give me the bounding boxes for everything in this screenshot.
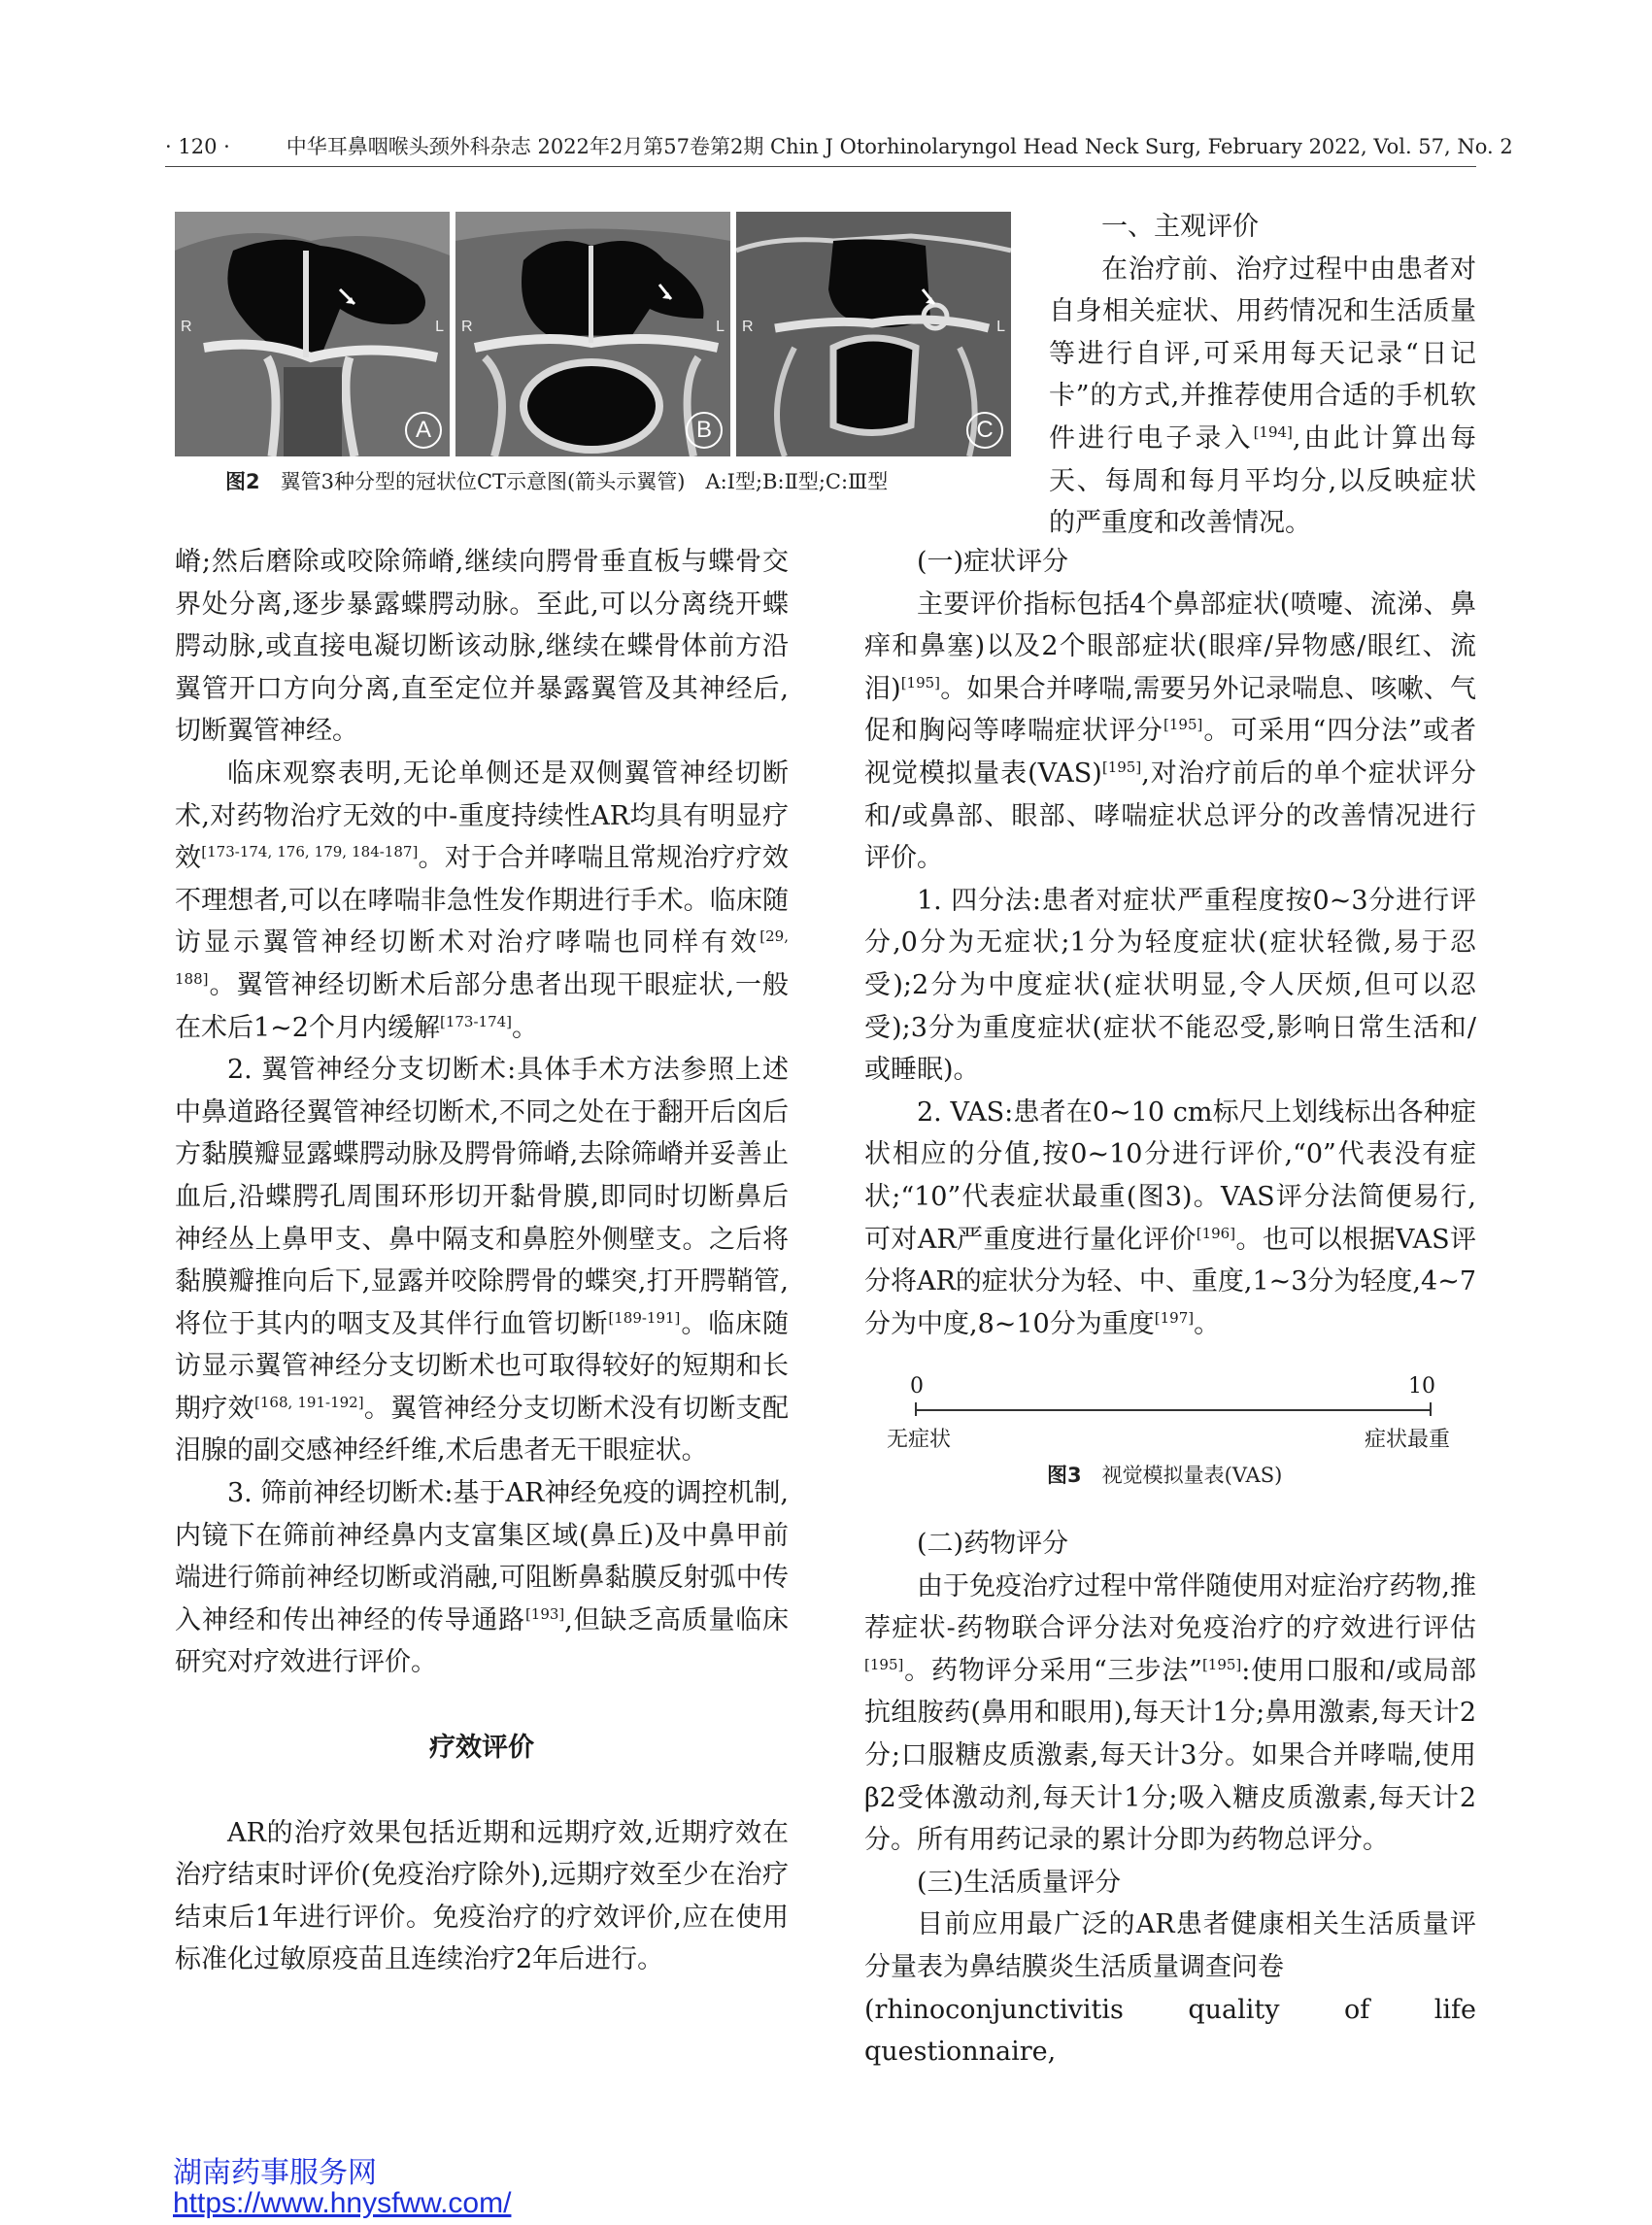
right-column-mid (864, 541, 1476, 1345)
figure3-caption-text: 视觉模拟量表(VAS) (1101, 1464, 1283, 1487)
vas-scale-line (916, 1409, 1431, 1411)
paragraph: 嵴;然后磨除或咬除筛嵴,继续向腭骨垂直板与蝶骨交界处分离,逐步暴露蝶腭动脉。至此,可以分离绕开蝶腭动脉,或直接电凝切断该动脉,继续在蝶骨体前方沿翼管开口方向分离,直至定位并暴露翼管及其神经后,切断翼管神经。 (175, 547, 789, 747)
vas-tick-start (915, 1402, 917, 1416)
panel-letter: C (966, 412, 1003, 449)
panel-letter: A (405, 412, 442, 449)
page-number: · 120 · (165, 135, 230, 158)
symptom-title: (一)症状评分 (917, 547, 1069, 577)
paragraph: 3. 筛前神经切断术:基于AR神经免疫的调控机制,内镜下在筛前神经鼻内支富集区域(鼻丘)及中鼻甲前端进行筛前神经切断或消融,可阻断鼻黏膜反射弧中传入神经和传出神经的传导通路[193],但缺乏高质量临床研究对疗效进行评价。 (175, 1478, 789, 1678)
paragraph: 2. VAS:患者在0~10 cm标尺上划线标出各种症状相应的分值,按0~10分进行评价,“0”代表没有症状;“10”代表症状最重(图3)。VAS评分法简便易行,可对AR严重度进行量化评价[196]。也可以根据VAS评分将AR的症状分为轻、中、重度,1~3分为轻度,4~7分为中度,8~10分为重度[197]。 (864, 1096, 1477, 1339)
drug-title: (二)药物评分 (917, 1529, 1069, 1559)
mark-l: L (716, 319, 725, 335)
figure2-caption (225, 466, 888, 495)
figure3-label: 图3 (1047, 1464, 1082, 1487)
right-column-bottom (864, 1523, 1476, 2073)
mark-r: R (742, 319, 754, 335)
vas-left-text: 无症状 (887, 1428, 952, 1452)
ct-panel-c (736, 212, 1011, 456)
paragraph: 临床观察表明,无论单侧还是双侧翼管神经切断术,对药物治疗无效的中-重度持续性AR均具有明显疗效[173-174, 176, 179, 184-187]。对于合并哮喘且常规治疗疗效不理想者,可以在哮喘非急性发作期进行手术。临床随访显示翼管神经切断术对治疗哮喘也同样有效[29, 188]。翼管神经切断术后部分患者出现干眼症状,一般在术后1~2个月内缓解[173-174]。 (175, 758, 790, 1043)
running-header (165, 131, 1513, 167)
paragraph: 在治疗前、治疗过程中由患者对自身相关症状、用药情况和生活质量等进行自评,可采用每天记录“日记卡”的方式,并推荐使用合适的手机软件进行电子录入[194],由此计算出每天、每周和每月平均分,以反映症状的严重度和改善情况。 (1049, 253, 1476, 539)
paragraph: AR的治疗效果包括近期和远期疗效,近期疗效在治疗结束时评价(免疫治疗除外),远期疗效至少在治疗结束后1年进行评价。免疫治疗的疗效评价,应在使用标准化过敏原疫苗且连续治疗2年后进行。 (175, 1817, 789, 1975)
mark-l: L (996, 319, 1005, 335)
watermark-url[interactable]: https://www.hnysfww.com/ (173, 2187, 512, 2219)
panel-letter: B (686, 412, 723, 449)
section-title: 疗效评价 (429, 1733, 534, 1764)
paragraph-continued: (rhinoconjunctivitis quality of life questionnaire, (864, 1994, 1476, 2068)
figure2-caption-text: 翼管3种分型的冠状位CT示意图(箭头示翼管) A:Ⅰ型;B:Ⅱ型;C:Ⅲ型 (280, 470, 889, 493)
paragraph: 目前应用最广泛的AR患者健康相关生活质量评分量表为鼻结膜炎生活质量调查问卷 (864, 1909, 1476, 1982)
mark-l: L (435, 319, 444, 335)
ct-panel-a (175, 212, 450, 456)
journal-info: 中华耳鼻咽喉头颈外科杂志 2022年2月第57卷第2期 Chin J Otorhinolaryngol Head Neck Surg, February 2022, Vol. 57, No. 2 (286, 135, 1513, 158)
vas-right-text: 症状最重 (1365, 1428, 1451, 1452)
paragraph: 主要评价指标包括4个鼻部症状(喷嚏、流涕、鼻痒和鼻塞)以及2个眼部症状(眼痒/异物感/眼红、流泪)[195]。如果合并哮喘,需要另外记录喘息、咳嗽、气促和胸闷等哮喘症状评分[195]。可采用“四分法”或者视觉模拟量表(VAS)[195],对治疗前后的单个症状评分和/或鼻部、眼部、哮喘症状总评分的改善情况进行评价。 (864, 589, 1477, 874)
left-column (175, 541, 789, 1981)
qol-title: (三)生活质量评分 (917, 1867, 1122, 1898)
vas-tick-end (1430, 1402, 1432, 1416)
subjective-title: 一、主观评价 (1101, 212, 1259, 242)
paragraph: 1. 四分法:患者对症状严重程度按0~3分进行评分,0分为无症状;1分为轻度症状(症状轻微,易于忍受);2分为中度症状(症状明显,令人厌烦,但可以忍受);3分为重度症状(症状不能忍受,影响日常生活和/或睡眠)。 (864, 885, 1476, 1086)
figure3-caption (1047, 1460, 1282, 1489)
paragraph: 由于免疫治疗过程中常伴随使用对症治疗药物,推荐症状-药物联合评分法对免疫治疗的疗效进行评估[195]。药物评分采用“三步法”[195]:使用口服和/或局部抗组胺药(鼻用和眼用),每天计1分;鼻用激素,每天计2分;口服糖皮质激素,每天计3分。如果合并哮喘,使用β2受体激动剂,每天计1分;吸入糖皮质激素,每天计2分。所有用药记录的累计分即为药物总评分。 (864, 1570, 1476, 1856)
right-column-top (1049, 206, 1476, 545)
watermark-name: 湖南药事服务网 (173, 2157, 377, 2189)
paragraph: 2. 翼管神经分支切断术:具体手术方法参照上述中鼻道路径翼管神经切断术,不同之处在于翻开后囟后方黏膜瓣显露蝶腭动脉及腭骨筛嵴,去除筛嵴并妥善止血后,沿蝶腭孔周围环形切开黏骨膜,即同时切断鼻后神经丛上鼻甲支、鼻中隔支和鼻腔外侧壁支。之后将黏膜瓣推向后下,显露并咬除腭骨的蝶突,打开腭鞘管,将位于其内的咽支及其伴行血管切断[189-191]。临床随访显示翼管神经分支切断术也可取得较好的短期和长期疗效[168, 191-192]。翼管神经分支切断术没有切断支配泪腺的副交感神经纤维,术后患者无干眼症状。 (175, 1055, 790, 1466)
mark-r: R (181, 319, 192, 335)
vas-min-label: 0 (910, 1374, 924, 1399)
vas-max-label: 10 (1408, 1374, 1435, 1399)
figure2-label: 图2 (225, 470, 260, 493)
ct-panel-b (455, 212, 730, 456)
mark-r: R (461, 319, 473, 335)
